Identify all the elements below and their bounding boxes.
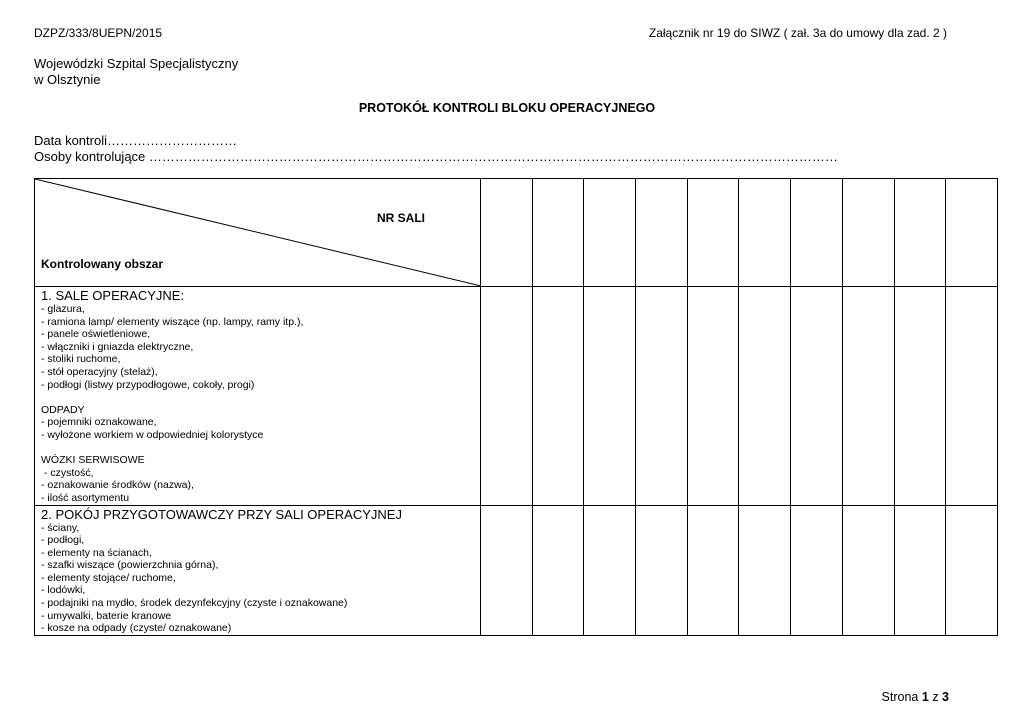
table-row <box>35 287 998 506</box>
section-items <box>41 303 480 505</box>
room-cell[interactable] <box>532 505 584 635</box>
page-current: 1 <box>921 690 929 704</box>
room-cell[interactable] <box>584 287 636 506</box>
room-cell[interactable] <box>946 179 998 287</box>
list-item: - ilość asortymentu <box>41 491 130 504</box>
list-item: - podłogi (listwy przypodłogowe, cokoły, progi) <box>41 378 255 391</box>
page-total: 3 <box>942 690 949 704</box>
list-item: - oznakowanie środków (nazwa), <box>41 479 194 492</box>
organization-block <box>34 56 238 88</box>
page-number <box>882 690 949 704</box>
room-cell[interactable] <box>894 505 946 635</box>
room-cell[interactable] <box>894 179 946 287</box>
section-operating-rooms <box>35 287 481 506</box>
room-cell[interactable] <box>687 287 739 506</box>
list-item: - elementy na ścianach, <box>41 546 152 559</box>
room-cell[interactable] <box>687 179 739 287</box>
section-items <box>41 522 480 635</box>
page-word: Strona <box>881 690 919 704</box>
room-number-header: NR SALI <box>377 211 425 225</box>
table-row <box>35 505 998 635</box>
organization-name: Wojewódzki Szpital Specjalistyczny <box>34 56 239 71</box>
room-cell[interactable] <box>481 287 533 506</box>
room-cell[interactable] <box>946 287 998 506</box>
list-item: - ściany, <box>41 521 80 534</box>
table-header-row <box>35 179 998 287</box>
list-item: - podajniki na mydło, środek dezynfekcyjny (czyste i oznakowane) <box>41 597 348 610</box>
inspectors-field: Osoby kontrolujące …………………………………………………………………………………………………………………………………………… <box>34 149 838 164</box>
list-item: - umywalki, baterie kranowe <box>41 609 172 622</box>
list-item: - czystość, <box>41 466 94 479</box>
room-cell[interactable] <box>739 179 791 287</box>
list-item: - panele oświetleniowe, <box>41 328 151 341</box>
room-cell[interactable] <box>481 179 533 287</box>
room-cell[interactable] <box>584 505 636 635</box>
inspection-fields <box>34 133 838 165</box>
room-cell[interactable] <box>532 287 584 506</box>
list-item: - wyłożone workiem w odpowiedniej kolorystyce <box>41 428 264 441</box>
organization-city: w Olsztynie <box>34 72 101 87</box>
list-item: - podłogi, <box>41 534 85 547</box>
room-cell[interactable] <box>842 179 894 287</box>
list-spacer <box>41 391 480 404</box>
list-item: - szafki wiszące (powierzchnia górna), <box>41 559 219 572</box>
subsection-title: ODPADY <box>41 403 85 416</box>
document-reference: DZPZ/333/8UEPN/2015 <box>34 26 163 40</box>
room-cell[interactable] <box>739 505 791 635</box>
page-of: z <box>932 690 939 704</box>
header-diagonal-cell <box>35 179 481 287</box>
room-cell[interactable] <box>791 179 843 287</box>
inspection-date-field: Data kontroli………………………… <box>34 133 237 148</box>
room-cell[interactable] <box>532 179 584 287</box>
room-cell[interactable] <box>894 287 946 506</box>
list-item: - kosze na odpady (czyste/ oznakowane) <box>41 622 232 635</box>
room-cell[interactable] <box>739 287 791 506</box>
list-item: - ramiona lamp/ elementy wiszące (np. lampy, ramy itp.), <box>41 315 304 328</box>
list-item: - stoliki ruchome, <box>41 353 121 366</box>
list-item: - włączniki i gniazda elektryczne, <box>41 340 194 353</box>
list-item: - elementy stojące/ ruchome, <box>41 571 176 584</box>
room-cell[interactable] <box>842 287 894 506</box>
section-prep-room <box>35 505 481 635</box>
inspection-table <box>34 178 998 636</box>
room-cell[interactable] <box>636 287 688 506</box>
list-item: - glazura, <box>41 303 85 315</box>
room-cell[interactable] <box>842 505 894 635</box>
room-cell[interactable] <box>946 505 998 635</box>
section-title: 2. POKÓJ PRZYGOTOWAWCZY PRZY SALI OPERACYJNEJ <box>41 506 402 522</box>
room-cell[interactable] <box>791 287 843 506</box>
list-item: - stół operacyjny (stelaż), <box>41 365 158 378</box>
document-title: PROTOKÓŁ KONTROLI BLOKU OPERACYJNEGO <box>358 101 656 115</box>
list-item: - lodówki, <box>41 584 86 597</box>
list-spacer <box>41 442 480 455</box>
room-cell[interactable] <box>481 505 533 635</box>
attachment-note: Załącznik nr 19 do SIWZ ( zał. 3a do umowy dla zad. 2 ) <box>648 26 947 40</box>
room-cell[interactable] <box>791 505 843 635</box>
section-title: 1. SALE OPERACYJNE: <box>41 288 185 303</box>
room-cell[interactable] <box>584 179 636 287</box>
room-cell[interactable] <box>636 179 688 287</box>
subsection-title: WÓZKI SERWISOWE <box>41 454 145 467</box>
room-cell[interactable] <box>687 505 739 635</box>
room-cell[interactable] <box>636 505 688 635</box>
inspected-area-header: Kontrolowany obszar <box>41 257 164 271</box>
list-item: - pojemniki oznakowane, <box>41 416 157 429</box>
